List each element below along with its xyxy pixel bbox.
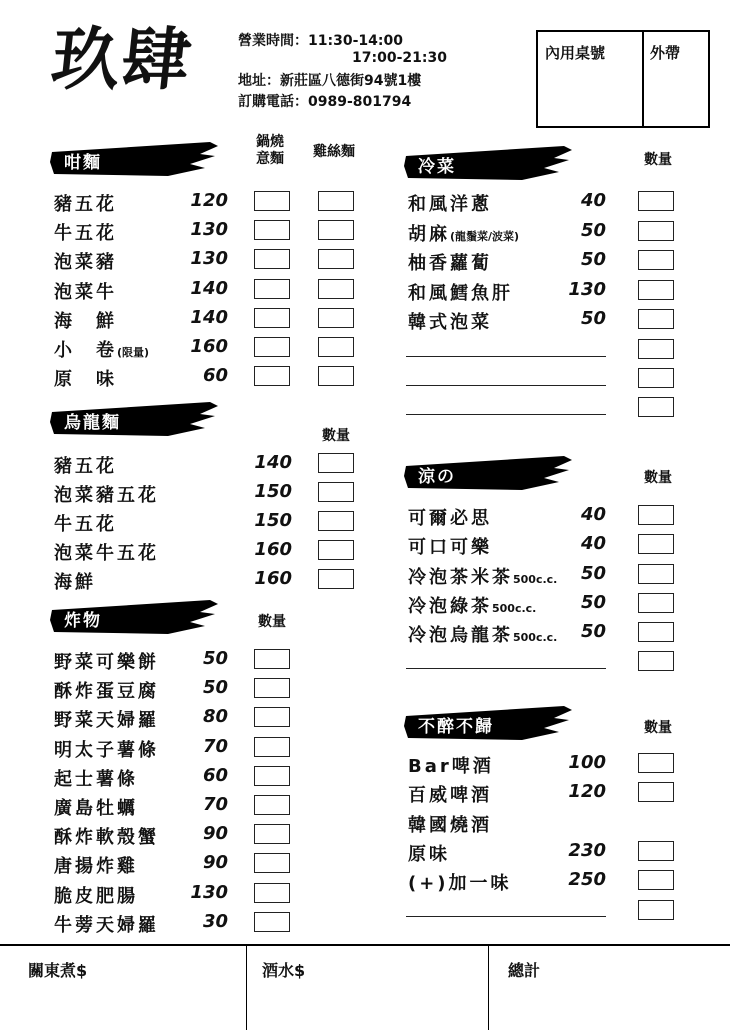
item-price: 100 — [568, 752, 606, 773]
item-name: 牛蒡天婦羅 — [54, 914, 159, 936]
item-price: 40 — [580, 504, 606, 525]
qty-checkbox[interactable] — [638, 564, 674, 584]
dine-in-label: 內用桌號 — [545, 44, 606, 62]
qty-checkbox[interactable] — [254, 853, 290, 873]
item-price: 50 — [580, 591, 606, 613]
qty-checkbox[interactable] — [638, 191, 674, 211]
qty-checkbox[interactable] — [638, 900, 674, 920]
qty-checkbox[interactable] — [318, 366, 354, 386]
write-in-line[interactable] — [406, 356, 606, 357]
item-name: 柚香蘿蔔 — [408, 253, 492, 274]
qty-checkbox[interactable] — [254, 795, 290, 815]
section-banner-cold — [404, 146, 574, 180]
hours-second: 17:00-21:30 — [352, 50, 447, 66]
section-banner-drinks — [404, 456, 574, 490]
section-banner-fried — [50, 600, 220, 634]
item-price: 50 — [580, 308, 606, 329]
col-head-qty: 數量 — [322, 428, 350, 444]
qty-checkbox[interactable] — [638, 782, 674, 802]
qty-checkbox[interactable] — [318, 453, 354, 473]
item-price: 50 — [580, 219, 606, 241]
item-name: 海鮮 — [54, 572, 96, 593]
drinks-total-field[interactable] — [248, 980, 486, 1028]
item-price: 80 — [202, 706, 228, 728]
item-name: 胡麻(龍鬚菜/波菜) — [408, 223, 520, 245]
item-name: 酥炸蛋豆腐 — [54, 681, 159, 703]
qty-checkbox[interactable] — [254, 649, 290, 669]
footer-divider — [246, 946, 247, 1030]
qty-checkbox[interactable] — [254, 279, 290, 299]
item-price: 130 — [190, 881, 228, 903]
qty-checkbox[interactable] — [318, 279, 354, 299]
qty-checkbox[interactable] — [638, 397, 674, 417]
takeout-label: 外帶 — [650, 44, 681, 62]
item-price: 130 — [568, 278, 606, 300]
qty-checkbox[interactable] — [254, 308, 290, 328]
item-name: 原 味 — [54, 369, 117, 391]
dine-in-field[interactable] — [538, 56, 642, 128]
item-name: 唐揚炸雞 — [54, 856, 138, 878]
hours-line: 營業時間：11:30-14:00 — [238, 33, 403, 49]
kanto-total-label: 關東煮$ — [28, 961, 88, 980]
qty-checkbox[interactable] — [318, 308, 354, 328]
item-price: 60 — [202, 764, 228, 786]
qty-checkbox[interactable] — [254, 737, 290, 757]
kanto-total-field[interactable] — [0, 980, 244, 1028]
item-price: 50 — [580, 249, 606, 270]
item-price: 120 — [568, 781, 606, 803]
item-price: 160 — [254, 568, 292, 589]
item-name: 可爾必思 — [408, 508, 492, 529]
item-price: 60 — [202, 365, 228, 387]
qty-checkbox[interactable] — [318, 511, 354, 531]
item-name: 酥炸軟殼蟹 — [54, 827, 159, 849]
item-price: 120 — [190, 190, 228, 211]
qty-checkbox[interactable] — [318, 337, 354, 357]
col-head-chicken: 雞絲麵 — [313, 144, 355, 160]
section-banner-udon — [50, 402, 220, 436]
item-price: 90 — [202, 852, 228, 874]
qty-checkbox[interactable] — [638, 368, 674, 388]
item-note: (龍鬚菜/波菜) — [450, 229, 520, 243]
item-name: 小 卷(限量) — [54, 340, 150, 361]
section-banner-curry — [50, 142, 220, 176]
item-name: 廣島牡蠣 — [54, 798, 138, 819]
order-summary-footer — [0, 944, 730, 1030]
write-in-line[interactable] — [406, 414, 606, 415]
qty-checkbox[interactable] — [638, 753, 674, 773]
item-price: 90 — [202, 823, 228, 845]
section-title: 冷菜 — [418, 157, 456, 177]
qty-checkbox[interactable] — [254, 191, 290, 211]
write-in-line[interactable] — [406, 668, 606, 669]
col-head-qty: 數量 — [644, 720, 672, 736]
item-name: 野菜可樂餅 — [54, 652, 159, 673]
qty-checkbox[interactable] — [254, 249, 290, 269]
col-head-qty: 數量 — [644, 152, 672, 168]
qty-checkbox[interactable] — [318, 569, 354, 589]
shop-logo: 玖肆 — [47, 20, 197, 100]
item-name: 冷泡烏龍茶500c.c. — [408, 625, 558, 647]
item-name: 百威啤酒 — [408, 785, 492, 807]
item-name: 豬五花 — [54, 194, 117, 215]
phone: 訂購電話：0989-801794 — [238, 94, 412, 110]
qty-checkbox[interactable] — [638, 841, 674, 861]
item-price: 150 — [254, 481, 292, 502]
item-price: 50 — [202, 677, 228, 699]
item-name: 豬五花 — [54, 456, 117, 477]
item-price: 160 — [254, 539, 292, 560]
item-note: (限量) — [117, 346, 150, 359]
qty-checkbox[interactable] — [254, 912, 290, 932]
item-name: 可口可樂 — [408, 537, 492, 559]
item-name: 和風鱈魚肝 — [408, 282, 513, 304]
item-price: 70 — [202, 794, 228, 815]
grand-total-label: 總計 — [508, 961, 541, 980]
item-name: 韓國燒酒 — [408, 814, 492, 836]
qty-checkbox[interactable] — [254, 366, 290, 386]
item-note: 500c.c. — [513, 631, 558, 645]
qty-checkbox[interactable] — [318, 249, 354, 269]
item-name: 泡菜牛 — [54, 281, 117, 303]
write-in-line[interactable] — [406, 385, 606, 386]
item-name: 明太子薯條 — [54, 739, 159, 761]
item-note: 500c.c. — [492, 601, 537, 615]
item-price: 30 — [202, 910, 228, 932]
item-price: 140 — [254, 452, 292, 473]
item-name: 泡菜牛五花 — [54, 543, 159, 564]
item-name: 和風洋蔥 — [408, 194, 492, 215]
qty-checkbox[interactable] — [638, 309, 674, 329]
qty-checkbox[interactable] — [318, 482, 354, 502]
item-name: Bar啤酒 — [408, 756, 494, 777]
item-price: 50 — [580, 621, 606, 643]
qty-checkbox[interactable] — [254, 883, 290, 903]
item-name: 牛五花 — [54, 514, 117, 535]
col-head-pot: 鍋燒意麵 — [256, 134, 284, 167]
qty-checkbox[interactable] — [254, 707, 290, 727]
item-price: 230 — [568, 839, 606, 861]
item-name: 起士薯條 — [54, 768, 138, 790]
item-name: 泡菜豬 — [54, 252, 117, 274]
item-name: 冷泡茶米茶500c.c. — [408, 566, 558, 588]
qty-checkbox[interactable] — [254, 337, 290, 357]
order-type-box — [536, 30, 710, 128]
item-note: 500c.c. — [513, 572, 558, 586]
item-name: 冷泡綠茶500c.c. — [408, 595, 537, 617]
item-price: 140 — [190, 306, 228, 328]
qty-checkbox[interactable] — [254, 678, 290, 698]
address: 地址：新莊區八德街94號1樓 — [238, 73, 422, 89]
section-title: 涼の — [418, 467, 456, 487]
write-in-line[interactable] — [406, 916, 606, 917]
qty-checkbox[interactable] — [254, 824, 290, 844]
qty-checkbox[interactable] — [638, 280, 674, 300]
section-banner-alcohol — [404, 706, 574, 740]
item-price: 50 — [202, 648, 228, 669]
qty-checkbox[interactable] — [638, 534, 674, 554]
grand-total-field[interactable] — [490, 980, 728, 1028]
item-price: 160 — [190, 336, 228, 357]
section-title: 不醉不歸 — [418, 717, 494, 737]
qty-checkbox[interactable] — [638, 870, 674, 890]
item-name: 原味 — [408, 843, 450, 865]
qty-checkbox[interactable] — [638, 593, 674, 613]
drinks-total-label: 酒水$ — [262, 961, 306, 980]
item-price: 40 — [580, 190, 606, 211]
item-name: 韓式泡菜 — [408, 312, 492, 333]
qty-checkbox[interactable] — [638, 221, 674, 241]
qty-checkbox[interactable] — [254, 766, 290, 786]
qty-checkbox[interactable] — [638, 505, 674, 525]
item-price: 150 — [254, 510, 292, 531]
item-price: 130 — [190, 219, 228, 241]
col-head-qty: 數量 — [258, 614, 286, 630]
item-price: 70 — [202, 735, 228, 757]
section-title: 咁麵 — [64, 153, 102, 173]
item-price: 250 — [568, 869, 606, 891]
item-price: 40 — [580, 533, 606, 555]
qty-checkbox[interactable] — [254, 220, 290, 240]
takeout-field[interactable] — [644, 56, 710, 128]
section-title: 炸物 — [64, 611, 102, 631]
qty-checkbox[interactable] — [638, 651, 674, 671]
item-name: 海 鮮 — [54, 310, 117, 332]
section-title: 烏龍麵 — [64, 413, 121, 433]
item-name: 野菜天婦羅 — [54, 710, 159, 732]
qty-checkbox[interactable] — [318, 540, 354, 560]
qty-checkbox[interactable] — [638, 339, 674, 359]
item-name: 脆皮肥腸 — [54, 885, 138, 907]
footer-divider — [488, 946, 489, 1030]
item-name: (+)加一味 — [408, 873, 512, 895]
col-head-qty: 數量 — [644, 470, 672, 486]
item-price: 130 — [190, 248, 228, 270]
qty-checkbox[interactable] — [318, 220, 354, 240]
item-name: 牛五花 — [54, 223, 117, 245]
qty-checkbox[interactable] — [318, 191, 354, 211]
qty-checkbox[interactable] — [638, 250, 674, 270]
item-price: 50 — [580, 562, 606, 584]
item-price: 140 — [190, 277, 228, 299]
item-name: 泡菜豬五花 — [54, 485, 159, 506]
qty-checkbox[interactable] — [638, 622, 674, 642]
